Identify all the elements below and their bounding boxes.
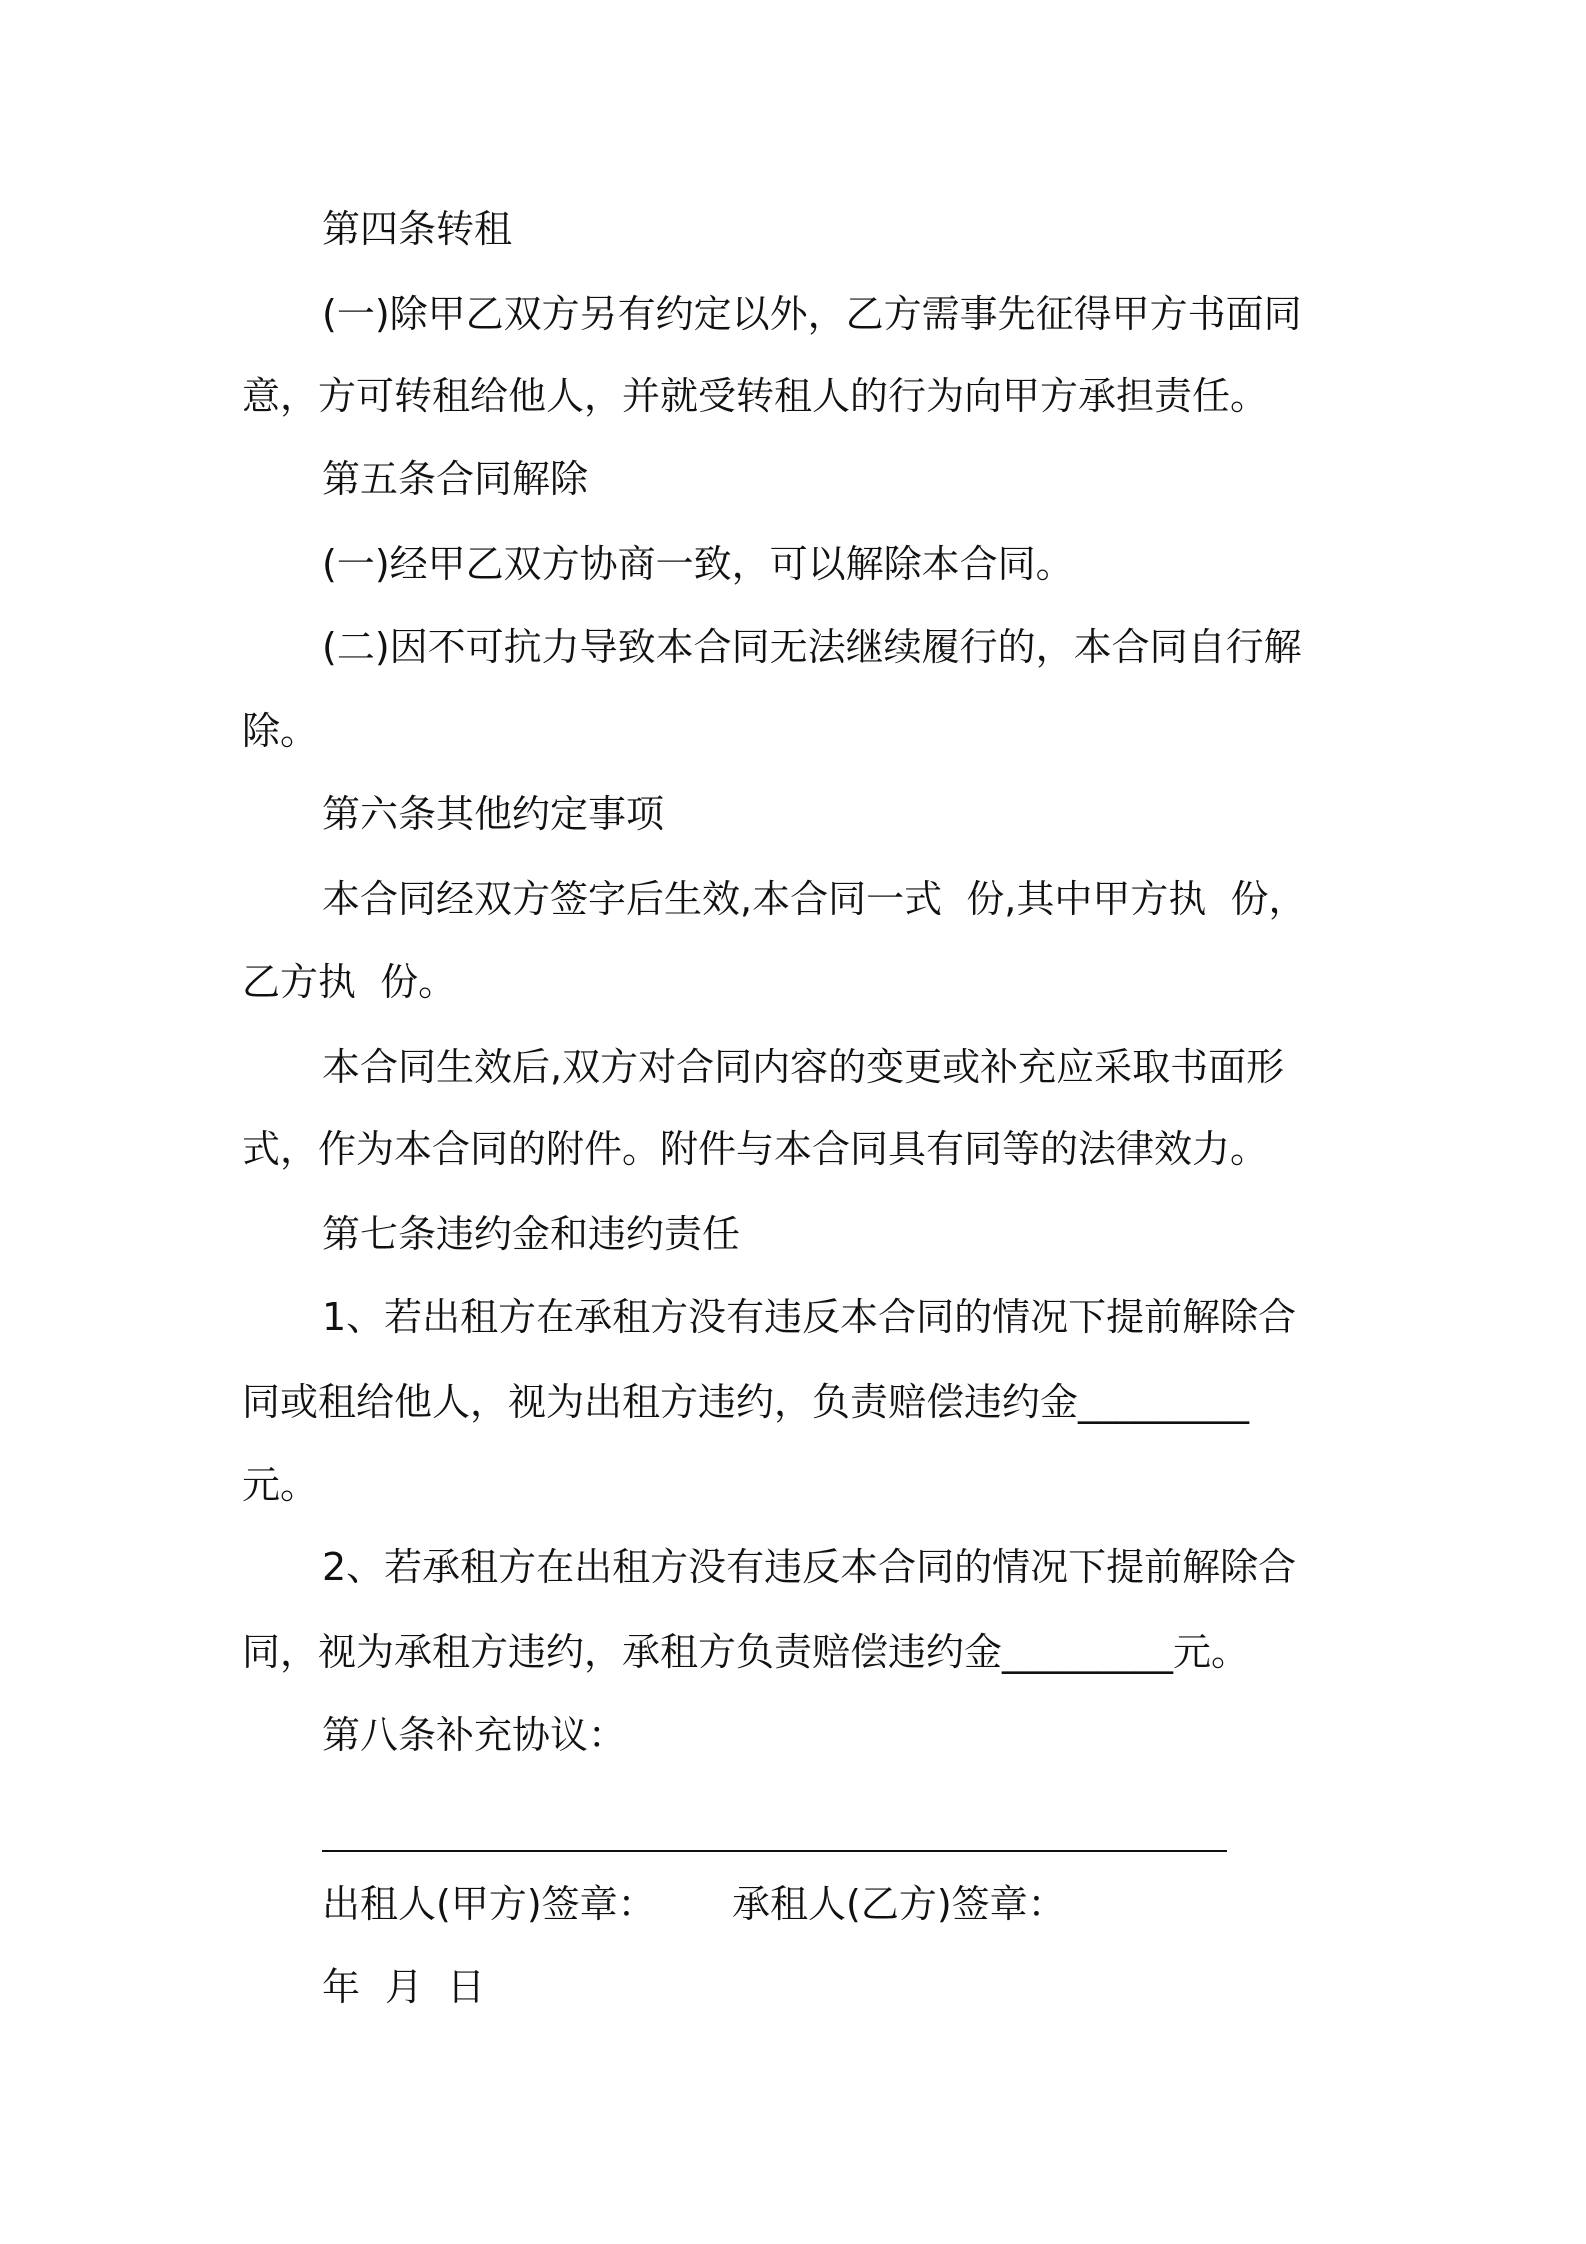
date-month: 月 xyxy=(385,1965,424,2009)
paragraph-line: (一)经甲乙双方协商一致，可以解除本合同。 xyxy=(322,542,1074,586)
paragraph-line: 意，方可转租给他人，并就受转租人的行为向甲方承担责任。 xyxy=(242,374,1269,418)
paragraph-line: 乙方执 份。 xyxy=(242,960,457,1004)
paragraph-line: 本合同经双方签字后生效,本合同一式 份,其中甲方执 份， xyxy=(322,877,1307,921)
paragraph-line: (二)因不可抗力导致本合同无法继续履行的，本合同自行解 xyxy=(322,625,1302,669)
article-7-heading: 第七条违约金和违约责任 xyxy=(322,1212,741,1256)
article-6-heading: 第六条其他约定事项 xyxy=(322,792,665,836)
article-8-heading: 第八条补充协议： xyxy=(322,1713,627,1757)
paragraph-line: 同，视为承租方违约，承租方负责赔偿违约金_________元。 xyxy=(242,1630,1250,1674)
paragraph-line: 2、若承租方在出租方没有违反本合同的情况下提前解除合 xyxy=(322,1545,1297,1589)
paragraph-line: 1、若出租方在承租方没有违反本合同的情况下提前解除合 xyxy=(322,1295,1297,1339)
date-day: 日 xyxy=(447,1965,486,2009)
signature-party-b: 承租人(乙方)签章： xyxy=(732,1882,1066,1926)
article-4-heading: 第四条转租 xyxy=(322,207,513,251)
paragraph-line: 同或租给他人，视为出租方违约，负责赔偿违约金_________ xyxy=(242,1380,1250,1424)
paragraph-line: 式，作为本合同的附件。附件与本合同具有同等的法律效力。 xyxy=(242,1127,1269,1171)
date-year: 年 xyxy=(322,1965,361,2009)
paragraph-line: 本合同生效后,双方对合同内容的变更或补充应采取书面形 xyxy=(322,1045,1285,1089)
paragraph-line: (一)除甲乙双方另有约定以外，乙方需事先征得甲方书面同 xyxy=(322,292,1302,336)
article-5-heading: 第五条合同解除 xyxy=(322,457,589,501)
paragraph-line: 除。 xyxy=(242,709,319,753)
paragraph-line: 元。 xyxy=(242,1463,319,1507)
supplementary-agreement-blank-line xyxy=(322,1850,1227,1852)
signature-party-a: 出租人(甲方)签章： xyxy=(322,1882,656,1926)
